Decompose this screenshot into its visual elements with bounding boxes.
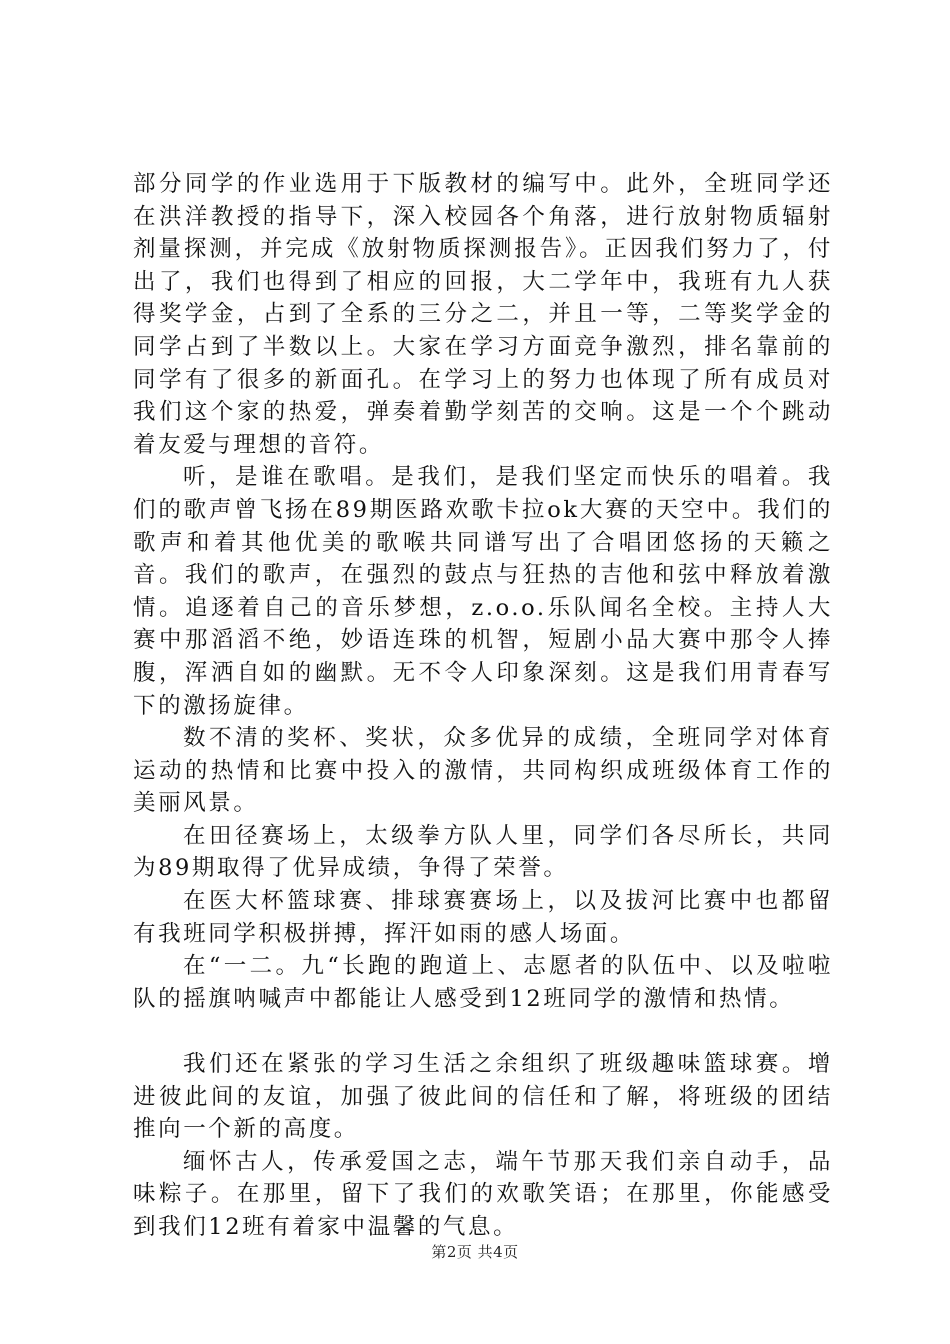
page-number-footer: 第2页 共4页 xyxy=(431,1243,519,1261)
paragraph-2: 听，是谁在歌唱。是我们，是我们坚定而快乐的唱着。我们的歌声曾飞扬在89期医路欢歌卡拉ok大赛的天空中。我们的歌声和着其他优美的歌喉共同谱写出了合唱团悠扬的天籁之音。我们的歌声，在强烈的鼓点与狂热的吉他和弦中释放着激情。追逐着自己的音乐梦想，z.o.o.乐队闻名全校。主持人大赛中那滔滔不绝，妙语连珠的机智，短剧小品大赛中那令人捧腹，浑洒自如的幽默。无不令人印象深刻。这是我们用青春写下的激扬旋律。 xyxy=(133,464,833,719)
paragraph-5: 在医大杯篮球赛、排球赛赛场上，以及拔河比赛中也都留有我班同学积极拼搏，挥汗如雨的感人场面。 xyxy=(133,888,833,947)
paragraph-6: 在“一二。九“长跑的跑道上、志愿者的队伍中、以及啦啦队的摇旗呐喊声中都能让人感受到12班同学的激情和热情。 xyxy=(133,953,833,1012)
paragraph-4: 在田径赛场上，太级拳方队人里，同学们各尽所长，共同为89期取得了优异成绩，争得了荣誉。 xyxy=(133,822,833,882)
paragraph-8: 缅怀古人，传承爱国之志，端午节那天我们亲自动手，品味粽子。在那里，留下了我们的欢歌笑语；在那里，你能感受到我们12班有着家中温馨的气息。 xyxy=(133,1148,833,1240)
paragraph-7: 我们还在紧张的学习生活之余组织了班级趣味篮球赛。增进彼此间的友谊，加强了彼此间的信任和了解，将班级的团结推向一个新的高度。 xyxy=(133,1051,833,1143)
document-body xyxy=(133,168,833,1244)
paragraph-3: 数不清的奖杯、奖状，众多优异的成绩，全班同学对体育运动的热情和比赛中投入的激情，共同构织成班级体育工作的美丽风景。 xyxy=(133,725,833,817)
paragraph-1: 部分同学的作业选用于下版教材的编写中。此外，全班同学还在洪洋教授的指导下，深入校园各个角落，进行放射物质辐射剂量探测，并完成《放射物质探测报告》。正因我们努力了，付出了，我们也得到了相应的回报，大二学年中，我班有九人获得奖学金，占到了全系的三分之二，并且一等，二等奖学金的同学占到了半数以上。大家在学习方面竞争激烈，排名靠前的同学有了很多的新面孔。在学习上的努力也体现了所有成员对我们这个家的热爱，弹奏着勤学刻苦的交响。这是一个个跳动着友爱与理想的音符。 xyxy=(133,171,833,458)
